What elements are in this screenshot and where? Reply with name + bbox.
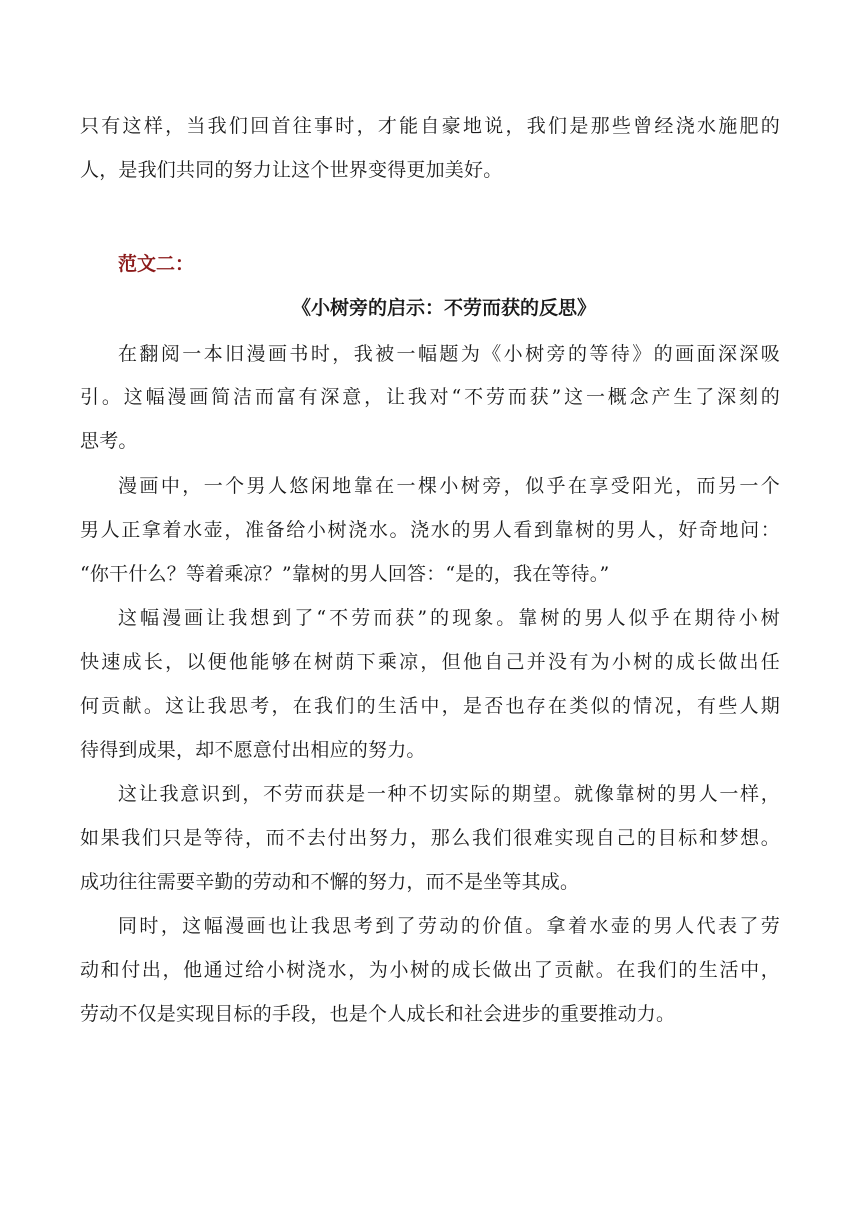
paragraph-line: 男人正拿着水壶，准备给小树浇水。浇水的男人看到靠树的男人，好奇地问：: [80, 519, 780, 541]
essay-title: 《小树旁的启示：不劳而获的反思》: [291, 297, 596, 319]
intro-line: 人，是我们共同的努力让这个世界变得更加美好。: [80, 159, 503, 181]
paragraph-line: 这让我意识到，不劳而获是一种不切实际的期望。就像靠树的男人一样，: [118, 783, 780, 805]
paragraph-line: 在翻阅一本旧漫画书时，我被一幅题为《小树旁的等待》的画面深深吸: [118, 343, 780, 365]
paragraph-line: “你干什么？等着乘凉？”靠树的男人回答：“是的，我在等待。”: [80, 563, 610, 585]
paragraph-line: 引。这幅漫画简洁而富有深意，让我对“不劳而获”这一概念产生了深刻的: [80, 386, 780, 408]
paragraph-line: 待得到成果，却不愿意付出相应的努力。: [80, 739, 426, 761]
section-label: 范文二：: [118, 253, 195, 275]
paragraph-line: 成功往往需要辛勤的劳动和不懈的努力，而不是坐等其成。: [80, 871, 580, 893]
paragraph-line: 同时，这幅漫画也让我思考到了劳动的价值。拿着水壶的男人代表了劳: [118, 915, 780, 937]
paragraph-line: 何贡献。这让我思考，在我们的生活中，是否也存在类似的情况，有些人期: [80, 695, 780, 717]
paragraph-line: 思考。: [80, 430, 138, 452]
intro-line: 只有这样，当我们回首往事时，才能自豪地说，我们是那些曾经浇水施肥的: [80, 115, 780, 137]
paragraph-line: 如果我们只是等待，而不去付出努力，那么我们很难实现自己的目标和梦想。: [80, 827, 780, 849]
paragraph-line: 快速成长，以便他能够在树荫下乘凉，但他自己并没有为小树的成长做出任: [80, 651, 780, 673]
paragraph-line: 这幅漫画让我想到了“不劳而获”的现象。靠树的男人似乎在期待小树: [118, 607, 780, 629]
paragraph-line: 漫画中，一个男人悠闲地靠在一棵小树旁，似乎在享受阳光，而另一个: [118, 475, 780, 497]
paragraph-line: 劳动不仅是实现目标的手段，也是个人成长和社会进步的重要推动力。: [80, 1003, 676, 1025]
paragraph-line: 动和付出，他通过给小树浇水，为小树的成长做出了贡献。在我们的生活中，: [80, 959, 780, 981]
